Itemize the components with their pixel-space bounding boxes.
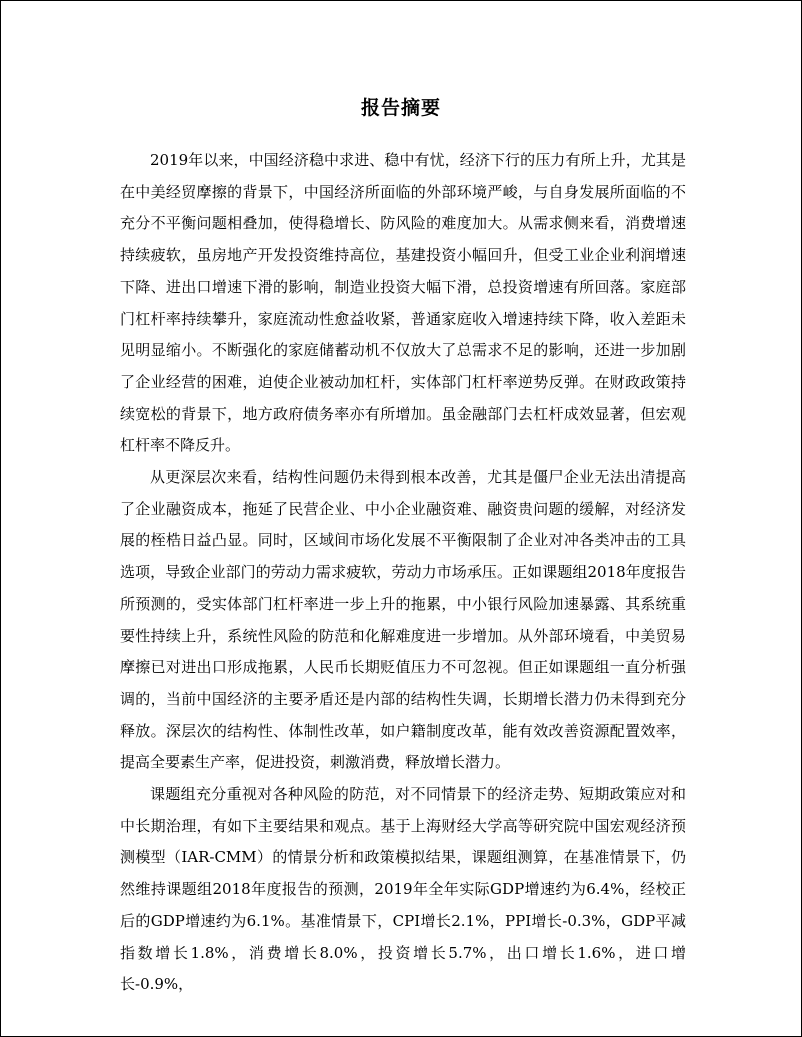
report-body <box>120 145 686 1001</box>
paragraph-1: 2019年以来，中国经济稳中求进、稳中有忧，经济下行的压力有所上升，尤其是在中美经贸摩擦的背景下，中国经济所面临的外部环境严峻，与自身发展所面临的不充分不平衡问题相叠加，使得稳增长、防风险的难度加大。从需求侧来看，消费增速持续疲软，虽房地产开发投资维持高位，基建投资小幅回升，但受工业企业利润增速下降、进出口增速下滑的影响，制造业投资大幅下滑，总投资增速有所回落。家庭部门杠杆率持续攀升，家庭流动性愈益收紧，普通家庭收入增速持续下降，收入差距未见明显缩小。不断强化的家庭储蓄动机不仅放大了总需求不足的影响，还进一步加剧了企业经营的困难，迫使企业被动加杠杆，实体部门杠杆率逆势反弹。在财政政策持续宽松的背景下，地方政府债务率亦有所增加。虽金融部门去杠杆成效显著，但宏观杠杆率不降反升。 <box>120 151 686 455</box>
paragraph-3: 课题组充分重视对各种风险的防范，对不同情景下的经济走势、短期政策应对和中长期治理，有如下主要结果和观点。基于上海财经大学高等研究院中国宏观经济预测模型（IAR-CMM）的情景分析和政策模拟结果，课题组测算，在基准情景下，仍然维持课题组2018年度报告的预测，2019年全年实际GDP增速约为6.4%，经校正后的GDP增速约为6.1%。基准情景下，CPI增长2.1%，PPI增长-0.3%，GDP平减指数增长1.8%，消费增长8.0%，投资增长5.7%，出口增长1.6%，进口增长-0.9%， <box>120 785 686 994</box>
paragraph-2: 从更深层次来看，结构性问题仍未得到根本改善，尤其是僵尸企业无法出清提高了企业融资成本，拖延了民营企业、中小企业融资难、融资贵问题的缓解，对经济发展的桎梏日益凸显。同时，区域间市场化发展不平衡限制了企业对冲各类冲击的工具选项，导致企业部门的劳动力需求疲软，劳动力市场承压。正如课题组2018年度报告所预测的，受实体部门杠杆率进一步上升的拖累，中小银行风险加速暴露、其系统重要性持续上升，系统性风险的防范和化解难度进一步增加。从外部环境看，中美贸易摩擦已对进出口形成拖累，人民币长期贬值压力不可忽视。但正如课题组一直分析强调的，当前中国经济的主要矛盾还是内部的结构性失调，长期增长潜力仍未得到充分释放。深层次的结构性、体制性改革，如户籍制度改革，能有效改善资源配置效率，提高全要素生产率，促进投资，刺激消费，释放增长潜力。 <box>120 468 686 772</box>
page-title: 报告摘要 <box>360 97 441 119</box>
